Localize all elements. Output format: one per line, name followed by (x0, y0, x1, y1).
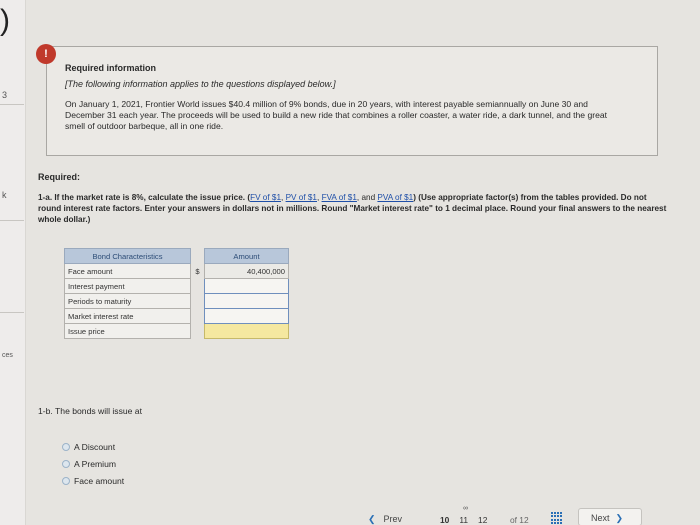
divider (0, 104, 24, 105)
header-spacer (191, 249, 205, 264)
radio-button[interactable] (62, 443, 70, 451)
row-label: Periods to maturity (65, 294, 191, 309)
page-number[interactable]: 11 (459, 515, 469, 525)
info-subtitle: [The following information applies to the questions displayed below.] (65, 79, 336, 89)
option-premium[interactable] (62, 455, 124, 472)
issue-price-input[interactable] (205, 324, 289, 339)
q1-suffix: ) (Use appropriate factor(s) from the tables provided. Do not round interest rate factors. Enter your answers in dollars not in millions. Round "Market interest rate" to 1 decimal place. Round your final answers to the nearest whole dollar.) (38, 193, 667, 224)
header-bond-characteristics: Bond Characteristics (65, 249, 191, 264)
link-icon: ∞ (463, 505, 468, 512)
bond-table (64, 248, 289, 339)
next-button[interactable] (578, 508, 642, 525)
page-number[interactable]: 12 (478, 515, 488, 525)
dollar-sign: $ (195, 266, 200, 276)
interest-payment-input[interactable] (205, 279, 289, 294)
next-label: Next (591, 513, 610, 523)
link-pv[interactable]: PV of $1 (285, 193, 317, 202)
q1-sep: , and (356, 193, 378, 202)
pagination-bar (0, 500, 700, 525)
page-total: of 12 (510, 515, 529, 525)
required-information-box (46, 46, 658, 156)
q1-sep: , (281, 193, 286, 202)
periods-to-maturity-input[interactable] (205, 294, 289, 309)
option-label: Face amount (74, 475, 125, 486)
option-discount[interactable] (62, 438, 124, 455)
table-row (65, 309, 289, 324)
left-strip-mark: 3 (2, 90, 8, 100)
left-strip (0, 0, 26, 525)
option-face-amount[interactable] (62, 472, 124, 489)
link-fv[interactable]: FV of $1 (250, 193, 282, 202)
required-label: Required: (38, 172, 81, 182)
question-1b: 1-b. The bonds will issue at (38, 406, 142, 416)
table-row (65, 294, 289, 309)
table-row (65, 324, 289, 339)
table-row (65, 279, 289, 294)
chevron-left-icon: ❮ (368, 514, 376, 524)
info-title: Required information (65, 63, 157, 73)
link-fva[interactable]: FVA of $1 (321, 193, 357, 202)
info-body: On January 1, 2021, Frontier World issues $40.4 million of 9% bonds, due in 20 years, with interest payable semiannually on June 30 and December 31 each year. The proceeds will be used to build a new ride that combines a roller coaster, a water ride, a dark tunnel, and the great smell of outdoor barbeque, all in one ride. (65, 99, 608, 131)
left-strip-mark: ces (2, 352, 13, 359)
page-numbers (440, 515, 487, 525)
dollar-sign (191, 309, 205, 324)
dollar-sign (191, 294, 205, 309)
divider (0, 220, 24, 221)
option-label: A Discount (74, 441, 116, 452)
q1-prefix: 1-a. If the market rate is 8%, calculate the issue price. ( (38, 193, 251, 202)
header-amount: Amount (205, 249, 289, 264)
table-header-row (65, 249, 289, 264)
prev-button[interactable] (368, 514, 402, 525)
alert-icon: ! (36, 44, 56, 64)
table-row (65, 264, 289, 279)
radio-button[interactable] (62, 477, 70, 485)
grid-icon[interactable] (551, 512, 563, 524)
q1-sep: , (317, 193, 322, 202)
dollar-sign (191, 324, 205, 339)
paren-glyph: ) (0, 4, 10, 37)
radio-button[interactable] (62, 460, 70, 468)
row-label: Market interest rate (65, 309, 191, 324)
market-interest-rate-input[interactable] (205, 309, 289, 324)
chevron-right-icon: ❯ (615, 513, 624, 523)
row-label: Interest payment (65, 279, 191, 294)
divider (0, 312, 24, 313)
link-pva[interactable]: PVA of $1 (377, 193, 414, 202)
face-amount-value: 40,400,000 (205, 264, 289, 279)
question-1a (38, 192, 670, 225)
row-label: Face amount (65, 264, 191, 279)
dollar-sign (191, 279, 205, 294)
page-number[interactable]: 10 (440, 515, 450, 525)
issue-options (62, 438, 124, 489)
row-label: Issue price (65, 324, 191, 339)
prev-label: Prev (383, 514, 403, 524)
option-label: A Premium (74, 458, 117, 469)
left-strip-mark: k (2, 190, 7, 200)
question-area (26, 160, 700, 525)
